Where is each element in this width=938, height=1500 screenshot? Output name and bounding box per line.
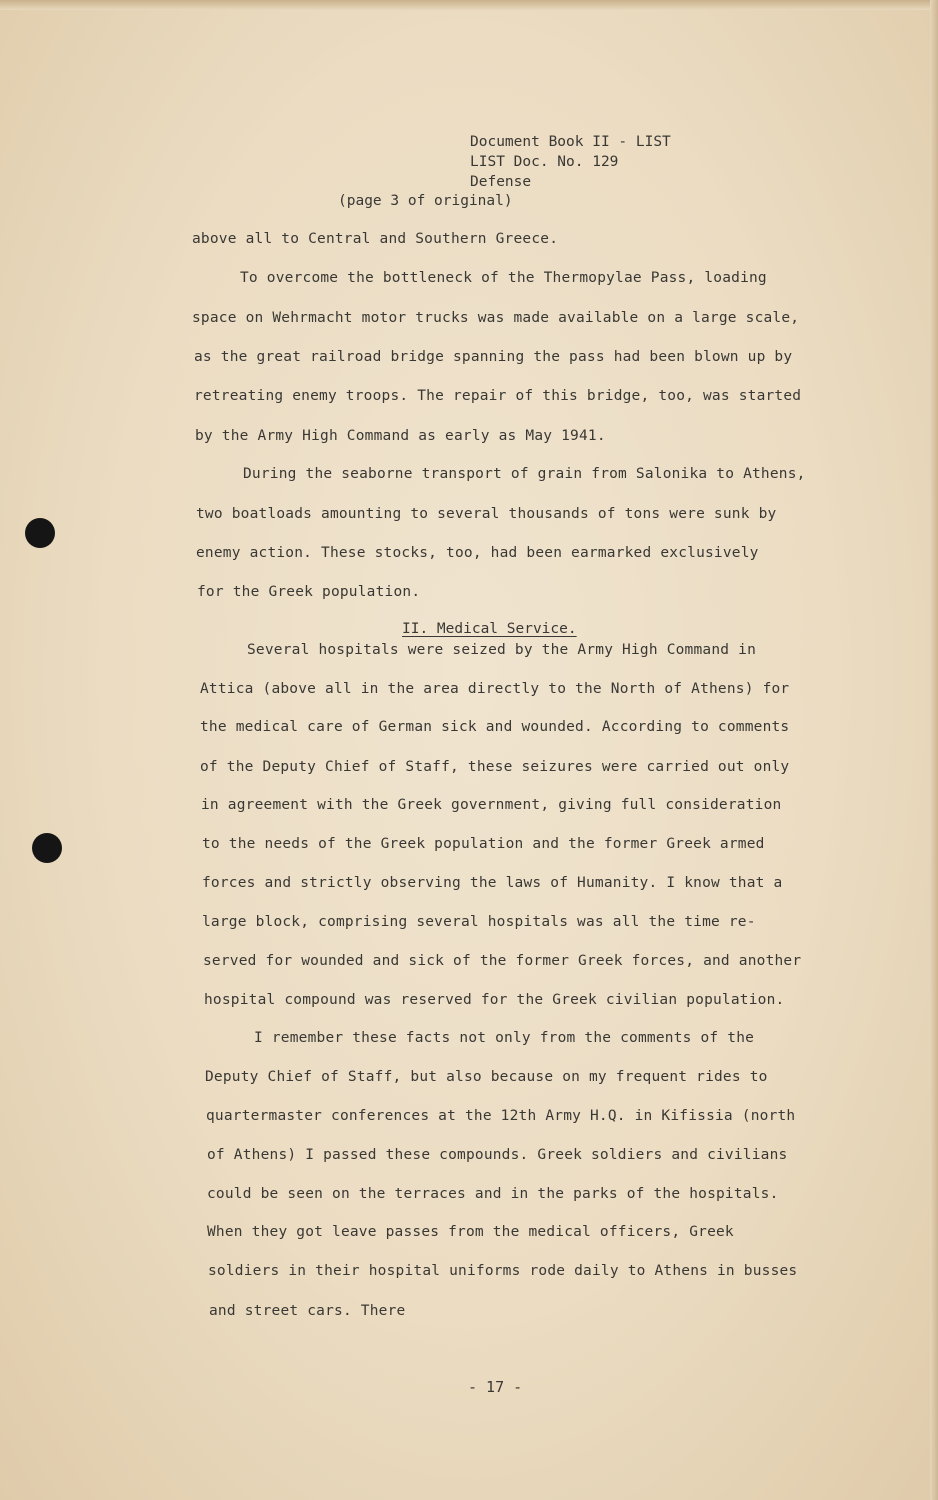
punch-hole-upper xyxy=(25,518,55,548)
body-line: I remember these facts not only from the comments of the xyxy=(254,1030,755,1046)
body-line: retreating enemy troops. The repair of this bridge, too, was started xyxy=(194,388,802,404)
body-line: above all to Central and Southern Greece. xyxy=(192,231,559,247)
body-line: of Athens) I passed these compounds. Greek soldiers and civilians xyxy=(207,1147,788,1163)
page-number: - 17 - xyxy=(468,1378,523,1396)
body-line: and street cars. There xyxy=(209,1303,406,1319)
header-book-line: Document Book II - LIST xyxy=(470,134,671,150)
body-line: Deputy Chief of Staff, but also because on my frequent rides to xyxy=(205,1069,768,1085)
body-line: to the needs of the Greek population and the former Greek armed xyxy=(202,836,765,852)
body-line: could be seen on the terraces and in the parks of the hospitals. xyxy=(207,1186,779,1202)
body-line: During the seaborne transport of grain from Salonika to Athens, xyxy=(243,466,806,482)
paper-right-edge xyxy=(930,0,938,1500)
paper-top-edge xyxy=(0,0,938,10)
body-line: of the Deputy Chief of Staff, these seizures were carried out only xyxy=(200,759,790,775)
body-line: forces and strictly observing the laws of Humanity. I know that a xyxy=(202,875,783,891)
body-line: When they got leave passes from the medical officers, Greek xyxy=(207,1224,734,1240)
body-line: hospital compound was reserved for the Greek civilian population. xyxy=(204,992,785,1008)
body-line: quartermaster conferences at the 12th Army H.Q. in Kifissia (north xyxy=(206,1108,796,1124)
body-line: Several hospitals were seized by the Army High Command in xyxy=(247,642,756,658)
body-line: served for wounded and sick of the former Greek forces, and another xyxy=(203,953,802,969)
punch-hole-lower xyxy=(32,833,62,863)
body-line: enemy action. These stocks, too, had been earmarked exclusively xyxy=(196,545,759,561)
document-header xyxy=(470,132,671,192)
body-line: by the Army High Command as early as May 1941. xyxy=(195,428,606,444)
header-defense-line: Defense xyxy=(470,174,532,190)
body-line: as the great railroad bridge spanning the pass had been blown up by xyxy=(194,349,793,365)
body-line: the medical care of German sick and wounded. According to comments xyxy=(200,719,790,735)
body-line: soldiers in their hospital uniforms rode daily to Athens in busses xyxy=(208,1263,798,1279)
body-line: Attica (above all in the area directly to the North of Athens) for xyxy=(200,681,790,697)
body-line: To overcome the bottleneck of the Thermopylae Pass, loading xyxy=(240,270,767,286)
body-line: space on Wehrmacht motor trucks was made available on a large scale, xyxy=(192,310,800,326)
body-line: for the Greek population. xyxy=(197,584,421,600)
section-heading: II. Medical Service. xyxy=(402,621,577,637)
header-doc-number-line: LIST Doc. No. 129 xyxy=(470,154,619,170)
original-page-reference: (page 3 of original) xyxy=(338,193,513,209)
body-line: large block, comprising several hospitals was all the time re- xyxy=(202,914,756,930)
body-line: in agreement with the Greek government, giving full consideration xyxy=(201,797,782,813)
body-line: two boatloads amounting to several thousands of tons were sunk by xyxy=(196,506,777,522)
